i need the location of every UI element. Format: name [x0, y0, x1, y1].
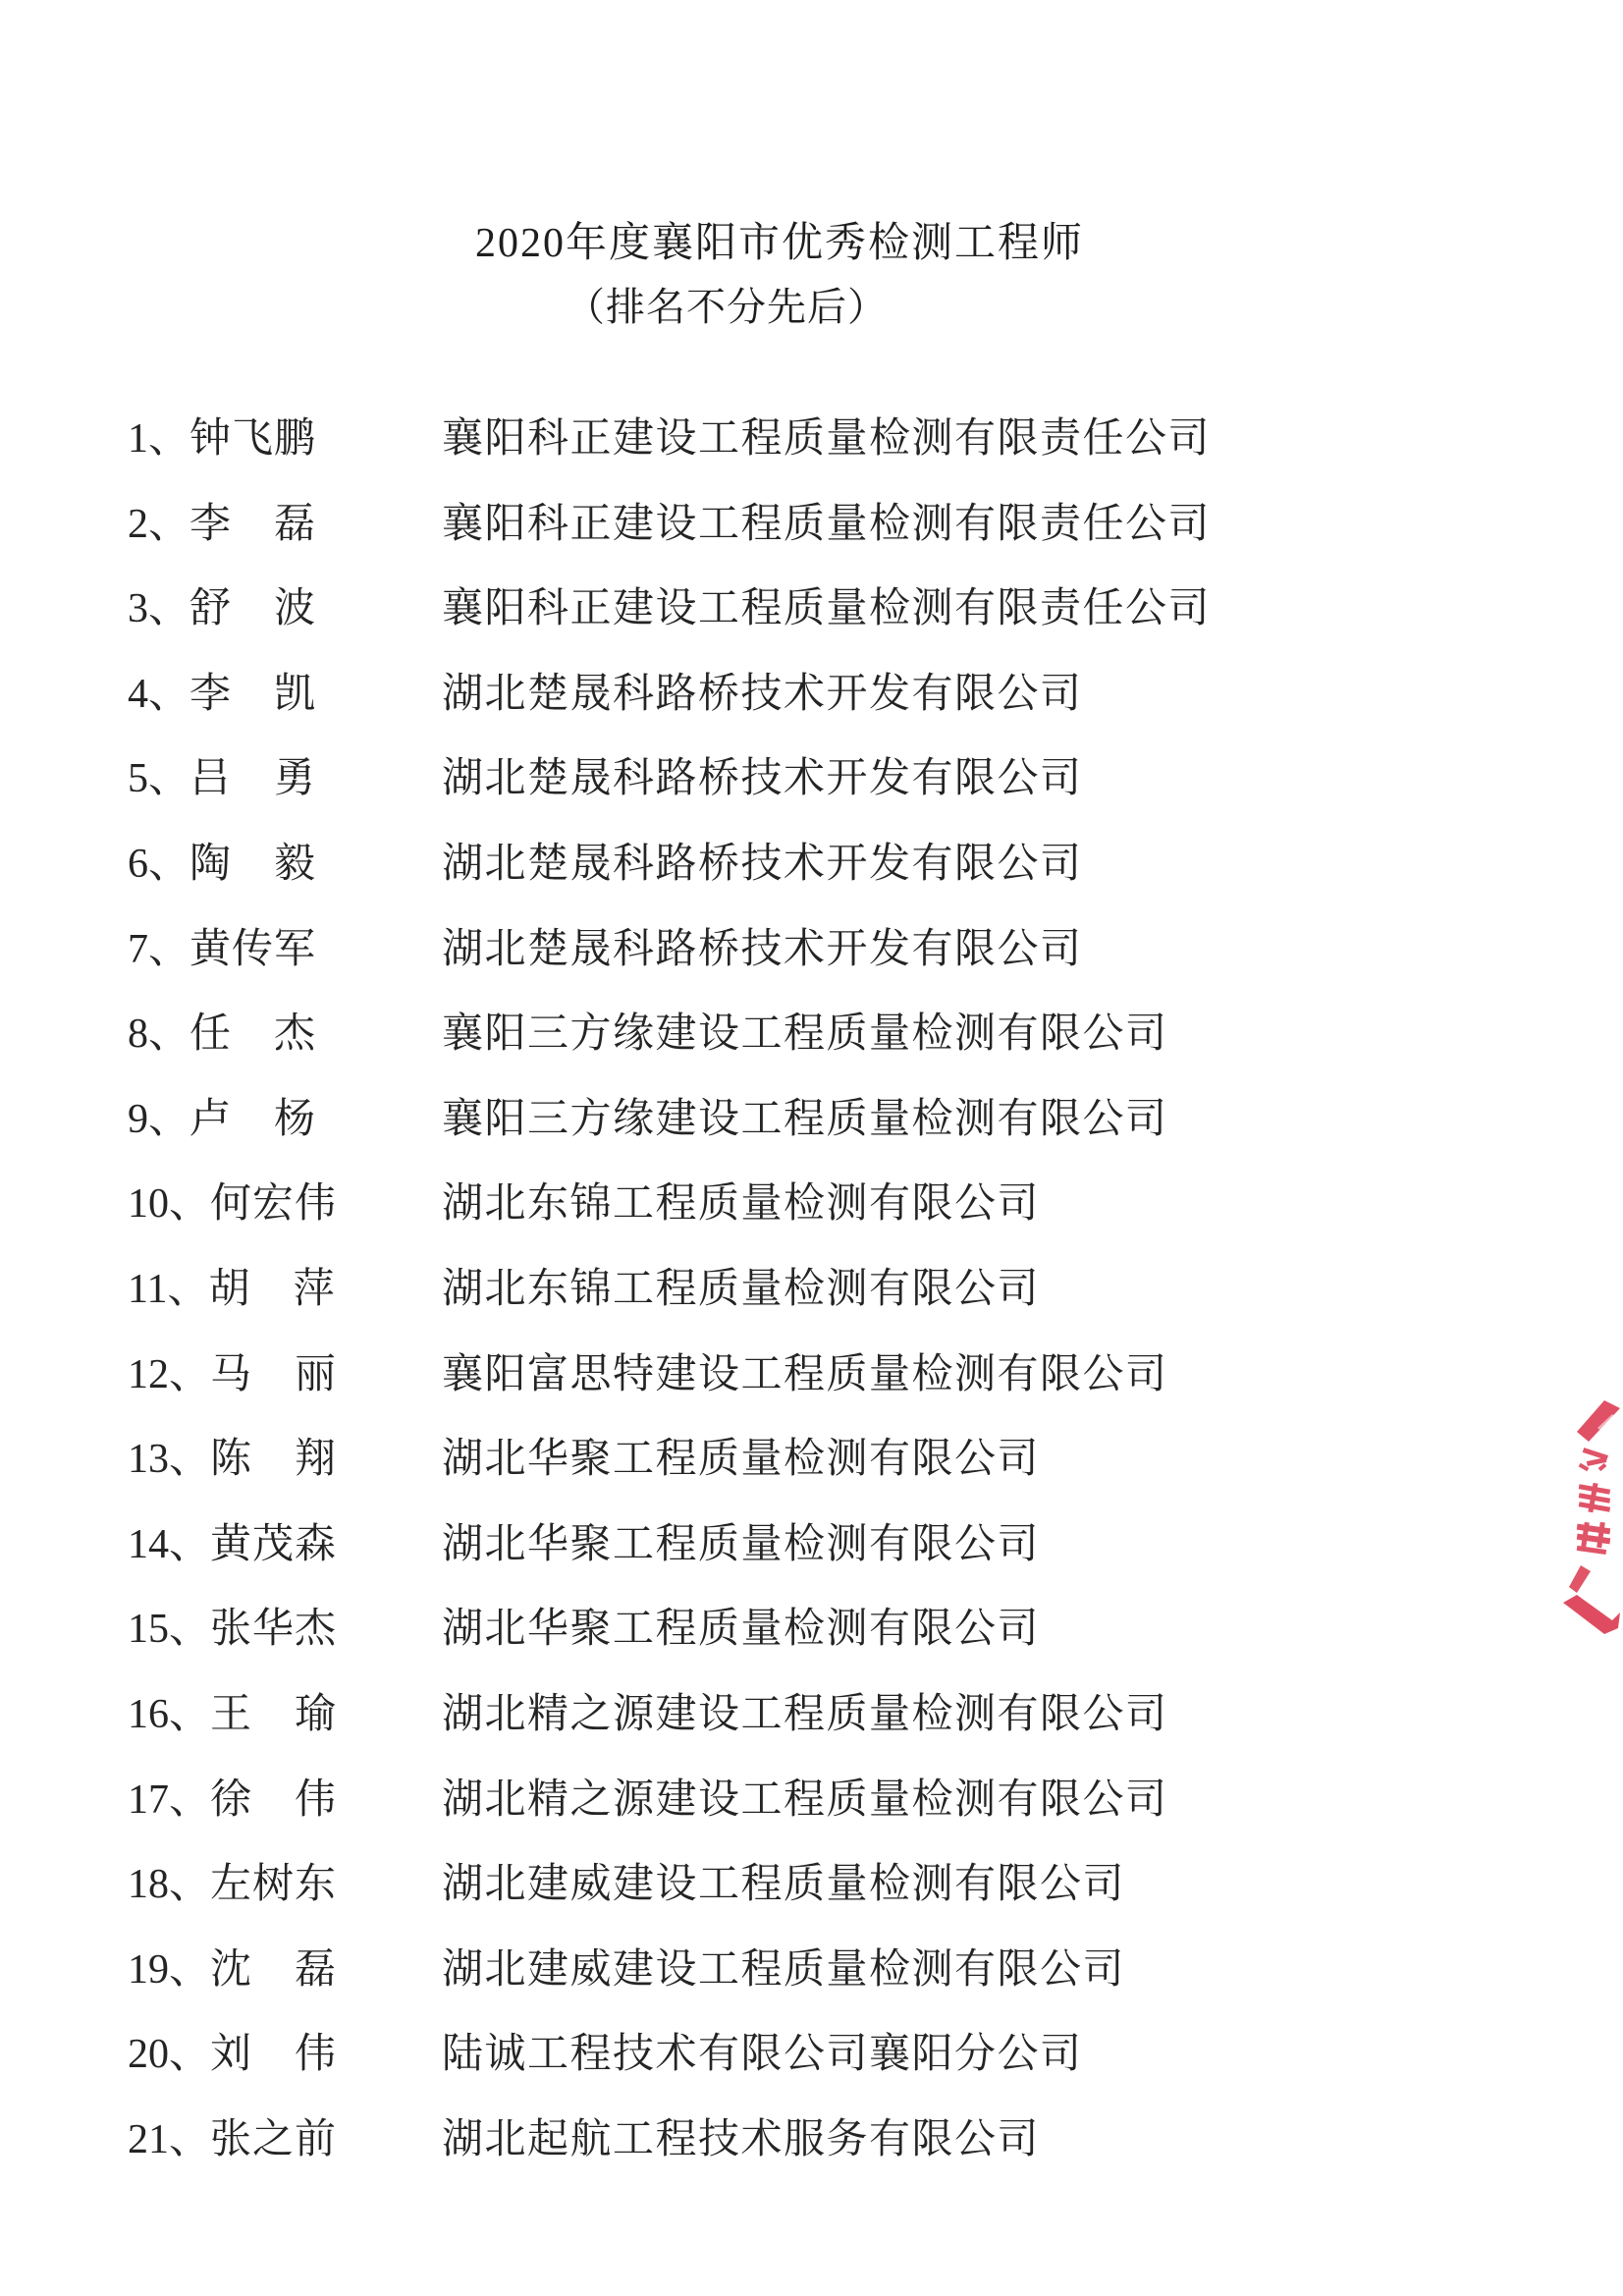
item-name: 王 瑜	[210, 1692, 338, 1737]
item-company: 陆诚工程技术有限公司襄阳分公司	[442, 2032, 1083, 2078]
item-company: 襄阳科正建设工程质量检测有限责任公司	[442, 501, 1212, 547]
item-company: 襄阳科正建设工程质量检测有限责任公司	[442, 586, 1212, 632]
page-title: 2020年度襄阳市优秀检测工程师	[475, 221, 1085, 266]
list-item-left-cell	[128, 1437, 337, 1482]
list-item-left-cell	[128, 672, 316, 717]
list-item-left-cell	[128, 756, 316, 801]
item-name: 胡 萍	[208, 1267, 336, 1312]
item-name: 黄茂森	[210, 1521, 338, 1567]
item-number: 1、	[128, 416, 190, 462]
item-name: 吕 勇	[189, 756, 317, 802]
list-item	[0, 1352, 1623, 1403]
item-company: 湖北精之源建设工程质量检测有限公司	[442, 1777, 1168, 1823]
list-item	[0, 1607, 1623, 1658]
item-name: 刘 伟	[210, 2032, 338, 2078]
item-number: 12、	[128, 1351, 211, 1397]
list-item	[0, 1862, 1623, 1913]
list-item	[0, 1777, 1623, 1829]
item-name: 张之前	[210, 2117, 338, 2162]
item-name: 钟飞鹏	[189, 416, 317, 462]
item-number: 15、	[128, 1607, 211, 1653]
list-item	[0, 1692, 1623, 1743]
list-item-left-cell	[128, 1777, 337, 1823]
item-company: 湖北华聚工程质量检测有限公司	[442, 1521, 1041, 1567]
item-number: 21、	[128, 2117, 211, 2162]
item-company: 湖北东锦工程质量检测有限公司	[442, 1181, 1041, 1228]
item-name: 舒 波	[189, 586, 317, 632]
page-subtitle: （排名不分先后）	[566, 285, 888, 329]
item-number: 17、	[128, 1777, 211, 1823]
item-number: 13、	[128, 1437, 211, 1483]
item-number: 9、	[128, 1096, 190, 1142]
item-name: 陶 毅	[189, 842, 317, 887]
list-item	[0, 2117, 1623, 2168]
item-number: 16、	[128, 1692, 211, 1737]
item-name: 李 磊	[189, 501, 317, 547]
item-name: 黄传军	[189, 926, 317, 972]
item-company: 湖北精之源建设工程质量检测有限公司	[442, 1692, 1168, 1737]
list-item-left-cell	[128, 1097, 316, 1142]
item-company: 湖北楚晟科路桥技术开发有限公司	[442, 926, 1083, 972]
list-item	[0, 2032, 1623, 2083]
item-company: 湖北建威建设工程质量检测有限公司	[442, 1862, 1126, 1908]
item-number: 3、	[128, 586, 190, 632]
item-number: 11、	[128, 1267, 209, 1312]
list-item-left-cell	[128, 1692, 337, 1737]
list-item	[0, 502, 1623, 553]
item-name: 徐 伟	[210, 1777, 338, 1823]
list-item	[0, 586, 1623, 637]
item-name: 左树东	[210, 1862, 338, 1908]
list-item	[0, 1267, 1623, 1318]
list-item-left-cell	[128, 2032, 337, 2077]
item-name: 卢 杨	[189, 1096, 317, 1142]
item-name: 陈 翔	[210, 1437, 338, 1483]
item-name: 张华杰	[210, 1607, 338, 1653]
list-item	[0, 756, 1623, 807]
list-item-left-cell	[128, 416, 316, 462]
item-company: 湖北东锦工程质量检测有限公司	[442, 1267, 1041, 1312]
list-item-left-cell	[128, 1011, 316, 1057]
item-number: 8、	[128, 1011, 190, 1058]
list-item-left-cell	[128, 1352, 337, 1397]
item-company: 襄阳三方缘建设工程质量检测有限公司	[442, 1096, 1168, 1142]
list-item-left-cell	[128, 1607, 337, 1652]
list-item-left-cell	[128, 1862, 337, 1907]
item-number: 4、	[128, 671, 190, 717]
list-item	[0, 672, 1623, 723]
item-name: 任 杰	[189, 1011, 317, 1058]
list-item	[0, 1437, 1623, 1488]
item-company: 湖北楚晟科路桥技术开发有限公司	[442, 756, 1083, 802]
list-item-left-cell	[128, 1181, 337, 1227]
list-item-left-cell	[128, 502, 316, 547]
item-number: 14、	[128, 1521, 211, 1567]
item-name: 沈 磊	[210, 1946, 338, 1993]
item-company: 襄阳科正建设工程质量检测有限责任公司	[442, 416, 1212, 462]
red-seal-stamp-fragment-icon	[1561, 1400, 1623, 1638]
item-number: 7、	[128, 926, 190, 972]
list-item-left-cell	[128, 842, 316, 887]
item-company: 湖北建威建设工程质量检测有限公司	[442, 1946, 1126, 1993]
list-item-left-cell	[128, 2117, 337, 2162]
item-number: 18、	[128, 1862, 211, 1908]
item-number: 5、	[128, 756, 190, 802]
item-name: 何宏伟	[210, 1181, 338, 1228]
item-company: 襄阳三方缘建设工程质量检测有限公司	[442, 1011, 1168, 1058]
list-item	[0, 927, 1623, 978]
item-company: 湖北楚晟科路桥技术开发有限公司	[442, 842, 1083, 887]
list-item	[0, 416, 1623, 467]
item-company: 湖北华聚工程质量检测有限公司	[442, 1437, 1041, 1483]
list-item	[0, 842, 1623, 893]
item-name: 马 丽	[210, 1351, 338, 1397]
list-item	[0, 1097, 1623, 1148]
item-number: 6、	[128, 842, 190, 887]
list-item	[0, 1181, 1623, 1232]
list-item	[0, 1522, 1623, 1573]
item-number: 2、	[128, 501, 190, 547]
list-item-left-cell	[128, 586, 316, 631]
item-number: 10、	[128, 1181, 211, 1228]
item-company: 湖北楚晟科路桥技术开发有限公司	[442, 671, 1083, 717]
item-name: 李 凯	[189, 671, 317, 717]
item-company: 襄阳富思特建设工程质量检测有限公司	[442, 1351, 1168, 1397]
list-item-left-cell	[128, 1947, 337, 1993]
list-item	[0, 1947, 1623, 1998]
list-item	[0, 1011, 1623, 1063]
item-number: 19、	[128, 1946, 211, 1993]
list-item-left-cell	[128, 1522, 337, 1567]
item-number: 20、	[128, 2032, 211, 2078]
item-company: 湖北起航工程技术服务有限公司	[442, 2117, 1041, 2162]
item-company: 湖北华聚工程质量检测有限公司	[442, 1607, 1041, 1653]
list-item-left-cell	[128, 927, 316, 972]
list-item-left-cell	[128, 1267, 335, 1312]
